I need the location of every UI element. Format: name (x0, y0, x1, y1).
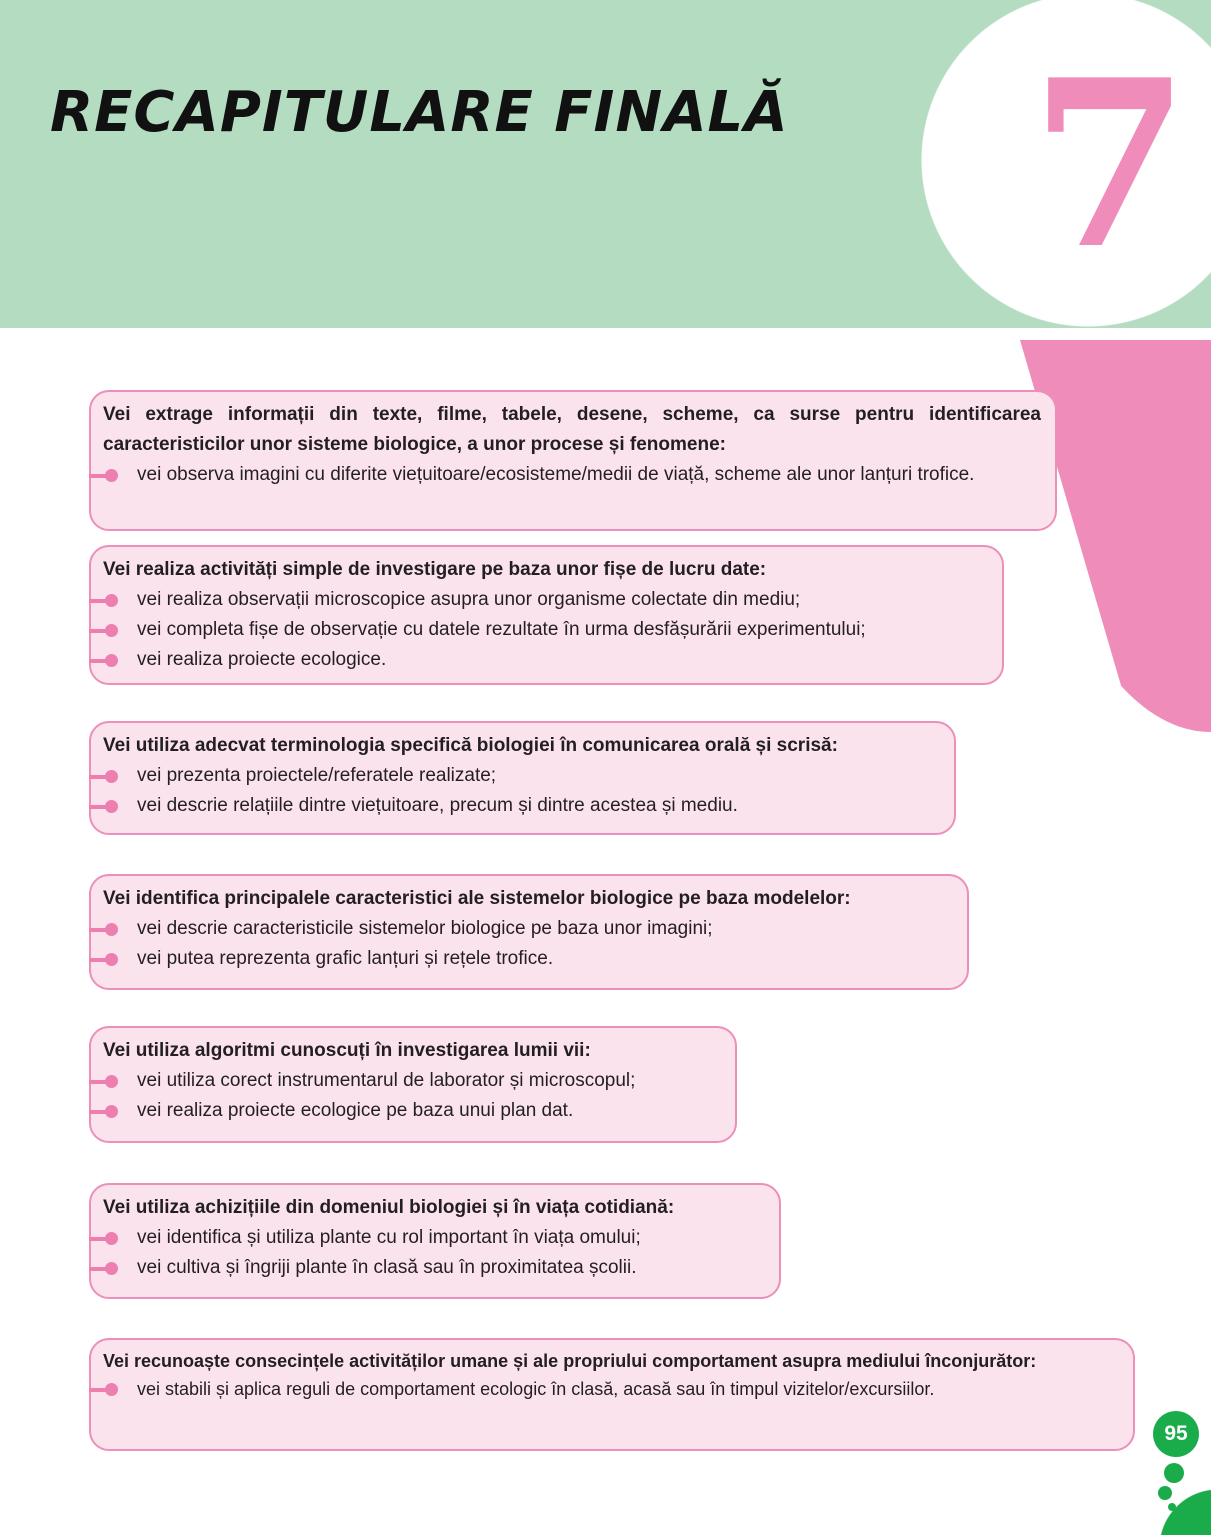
objective-box (89, 545, 1004, 685)
page-number: 95 (1153, 1411, 1199, 1457)
objective-box (89, 1338, 1135, 1451)
objective-box (89, 1183, 781, 1299)
decorative-dot (1164, 1463, 1184, 1483)
objective-heading: Vei utiliza adecvat terminologia specifică biologiei în comunicarea orală și scrisă: (103, 735, 838, 756)
objective-item: vei completa fișe de observație cu datele rezultate în urma desfășurării experimentului; (103, 615, 988, 645)
objective-item: vei putea reprezenta grafic lanțuri și rețele trofice. (103, 944, 953, 974)
objective-box (89, 721, 956, 835)
objective-item: vei realiza proiecte ecologice. (103, 645, 988, 675)
objective-item: vei descrie relațiile dintre viețuitoare, precum și dintre acestea și mediu. (103, 791, 940, 821)
objective-item: vei prezenta proiectele/referatele realizate; (103, 761, 940, 791)
objective-heading: Vei recunoaște consecințele activităților umane și ale propriului comportament asupra mediului înconjurător: (103, 1351, 1037, 1371)
objective-item: vei realiza observații microscopice asupra unor organisme colectate din mediu; (103, 585, 988, 615)
objective-item: vei descrie caracteristicile sistemelor biologice pe baza unor imagini; (103, 914, 953, 944)
chapter-number: 7 (1030, 30, 1191, 300)
objective-item: vei cultiva și îngriji plante în clasă sau în proximitatea școlii. (103, 1253, 765, 1283)
objective-heading: Vei identifica principalele caracteristici ale sistemelor biologice pe baza modelelor: (103, 888, 851, 909)
objective-heading: Vei extrage informații din texte, filme, tabele, desene, scheme, ca surse pentru identificarea caracteristicilor unor sisteme biologice, a unor procese și fenomene: (103, 404, 1041, 455)
objective-item: vei stabili și aplica reguli de comportament ecologic în clasă, acasă sau în timpul vizitelor/excursiilor. (103, 1374, 1119, 1404)
objective-item: vei utiliza corect instrumentarul de laborator și microscopul; (103, 1066, 721, 1096)
objective-item: vei identifica și utiliza plante cu rol important în viața omului; (103, 1223, 765, 1253)
objective-item: vei realiza proiecte ecologice pe baza unui plan dat. (103, 1096, 721, 1126)
page-title: RECAPITULARE FINALĂ (50, 80, 789, 145)
objective-item: vei observa imagini cu diferite viețuitoare/ecosisteme/medii de viață, scheme ale unor lanțuri trofice. (103, 460, 1041, 490)
objective-heading: Vei utiliza achizițiile din domeniul biologiei și în viața cotidiană: (103, 1197, 675, 1218)
objective-heading: Vei realiza activități simple de investigare pe baza unor fișe de lucru date: (103, 559, 767, 580)
objective-box (89, 1026, 737, 1143)
objective-heading: Vei utiliza algoritmi cunoscuți în investigarea lumii vii: (103, 1040, 591, 1061)
objective-box (89, 390, 1057, 531)
objective-box (89, 874, 969, 990)
decorative-dot (1158, 1488, 1211, 1535)
